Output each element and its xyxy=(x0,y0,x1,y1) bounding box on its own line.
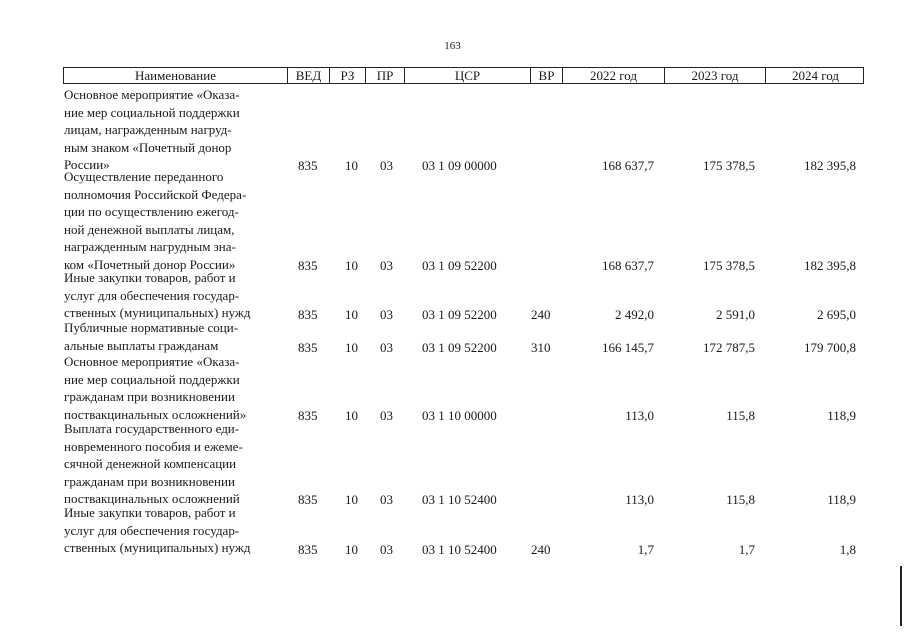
row-ved: 835 xyxy=(298,257,318,273)
row-ved: 835 xyxy=(298,306,318,322)
row-csr: 03 1 10 52400 xyxy=(422,491,497,507)
row-2022: 2 492,0 xyxy=(615,306,654,322)
row-pr: 03 xyxy=(380,407,393,423)
row-2023: 1,7 xyxy=(738,541,755,557)
row-pr: 03 xyxy=(380,157,393,173)
table-row xyxy=(0,319,905,356)
header-2022: 2022 год xyxy=(563,68,665,83)
row-name: Основное мероприятие «Оказа- ние мер социальной поддержки гражданам при возникновении поствакцинальных осложнений» xyxy=(64,354,247,422)
row-2024: 182 395,8 xyxy=(804,157,856,173)
row-rz: 10 xyxy=(345,339,358,355)
page-number: 163 xyxy=(444,40,461,52)
table-row xyxy=(0,168,905,274)
header-2023: 2023 год xyxy=(665,68,766,83)
row-2023: 175 378,5 xyxy=(703,157,755,173)
row-2022: 166 145,7 xyxy=(602,339,654,355)
row-2024: 182 395,8 xyxy=(804,257,856,273)
row-2024: 118,9 xyxy=(827,491,856,507)
row-pr: 03 xyxy=(380,257,393,273)
row-name: Осуществление переданного полномочия Российской Федера- ции по осуществлению ежегод- ной денежной выплаты лицам, награжденным нагрудным зна- ком «Почетный донор России» xyxy=(64,169,247,272)
row-name: Иные закупки товаров, работ и услуг для обеспечения государ- ственных (муниципальных) нужд xyxy=(64,505,251,555)
row-name: Основное мероприятие «Оказа- ние мер социальной поддержки лицам, награжденным нагруд- ным знаком «Почетный донор России» xyxy=(64,87,240,172)
row-pr: 03 xyxy=(380,339,393,355)
row-name: Выплата государственного еди- новременного пособия и ежеме- сячной денежной компенсации гражданам при возникновении поствакцинальных осложнений xyxy=(64,421,243,506)
row-2022: 113,0 xyxy=(625,407,654,423)
row-csr: 03 1 09 52200 xyxy=(422,257,497,273)
row-2022: 168 637,7 xyxy=(602,257,654,273)
row-vr: 240 xyxy=(531,541,551,557)
row-rz: 10 xyxy=(345,541,358,557)
table-header xyxy=(63,67,864,84)
row-rz: 10 xyxy=(345,491,358,507)
row-rz: 10 xyxy=(345,257,358,273)
row-pr: 03 xyxy=(380,306,393,322)
row-ved: 835 xyxy=(298,339,318,355)
header-pr: ПР xyxy=(366,68,405,83)
header-rz: РЗ xyxy=(330,68,366,83)
row-ved: 835 xyxy=(298,157,318,173)
row-csr: 03 1 09 52200 xyxy=(422,339,497,355)
row-vr: 240 xyxy=(531,306,551,322)
row-name: Иные закупки товаров, работ и услуг для обеспечения государ- ственных (муниципальных) нужд xyxy=(64,270,251,320)
row-csr: 03 1 10 00000 xyxy=(422,407,497,423)
row-ved: 835 xyxy=(298,541,318,557)
row-2024: 1,8 xyxy=(839,541,856,557)
row-2023: 115,8 xyxy=(726,491,755,507)
table-row xyxy=(0,353,905,424)
table-row xyxy=(0,504,905,558)
header-ved: ВЕД xyxy=(288,68,330,83)
scan-edge-mark xyxy=(900,566,902,626)
row-2023: 172 787,5 xyxy=(703,339,755,355)
table-row xyxy=(0,269,905,323)
row-rz: 10 xyxy=(345,407,358,423)
row-2023: 2 591,0 xyxy=(716,306,755,322)
table-row xyxy=(0,86,905,174)
row-vr: 310 xyxy=(531,339,551,355)
row-csr: 03 1 09 52200 xyxy=(422,306,497,322)
row-rz: 10 xyxy=(345,306,358,322)
row-2022: 113,0 xyxy=(625,491,654,507)
row-2024: 118,9 xyxy=(827,407,856,423)
row-ved: 835 xyxy=(298,407,318,423)
row-csr: 03 1 09 00000 xyxy=(422,157,497,173)
header-csr: ЦСР xyxy=(405,68,531,83)
row-2024: 2 695,0 xyxy=(817,306,856,322)
row-2022: 1,7 xyxy=(637,541,654,557)
table-row xyxy=(0,420,905,508)
row-2023: 175 378,5 xyxy=(703,257,755,273)
row-2022: 168 637,7 xyxy=(602,157,654,173)
row-ved: 835 xyxy=(298,491,318,507)
row-pr: 03 xyxy=(380,491,393,507)
row-csr: 03 1 10 52400 xyxy=(422,541,497,557)
header-2024: 2024 год xyxy=(792,68,839,83)
row-pr: 03 xyxy=(380,541,393,557)
row-2024: 179 700,8 xyxy=(804,339,856,355)
header-vr: ВР xyxy=(531,68,563,83)
row-rz: 10 xyxy=(345,157,358,173)
header-name: Наименование xyxy=(64,68,288,83)
row-2023: 115,8 xyxy=(726,407,755,423)
row-name: Публичные нормативные соци- альные выплаты гражданам xyxy=(64,320,239,353)
